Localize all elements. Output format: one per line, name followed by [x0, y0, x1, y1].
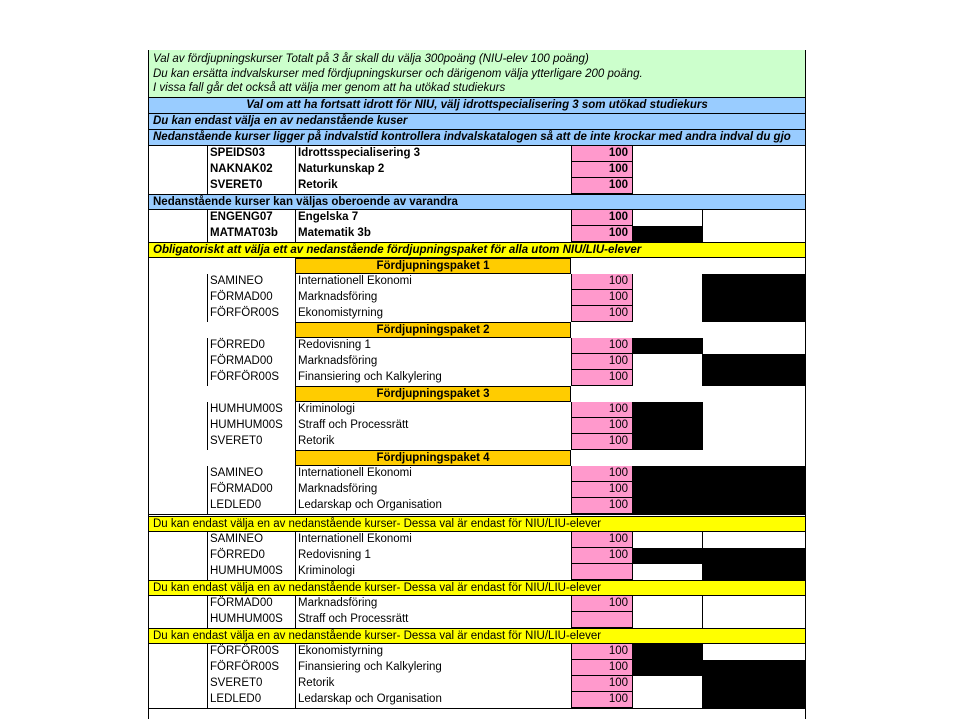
course-points[interactable]: 100	[571, 370, 633, 386]
package-header-row	[149, 322, 805, 338]
blocked-cell	[633, 660, 703, 676]
course-name: Idrottsspecialisering 3	[295, 146, 571, 162]
blocked-cell	[633, 402, 703, 418]
banner-indval: Nedanstående kurser ligger på indvalstid kontrollera indvalskatalogen så att de inte krockar med andra indval du gjo	[149, 130, 805, 146]
course-points[interactable]: 100	[571, 498, 633, 514]
intro-line-1: Val av fördjupningskurser Totalt på 3 år skall du välja 300poäng (NIU-elev 100 poäng)	[153, 53, 589, 65]
banner-independent: Nedanstående kurser kan väljas oberoende av varandra	[149, 194, 805, 210]
course-row[interactable]	[149, 402, 805, 418]
course-code: FÖRMAD00	[207, 482, 295, 498]
blocked-cell	[703, 306, 805, 322]
blank-cell	[703, 644, 805, 660]
course-points[interactable]: 100	[571, 434, 633, 450]
blocked-cell	[633, 482, 703, 498]
course-code: FÖRFÖR00S	[207, 370, 295, 386]
course-points[interactable]: 100	[571, 162, 633, 178]
course-row[interactable]	[149, 548, 805, 564]
course-points[interactable]	[571, 612, 633, 628]
blank-cell	[633, 612, 703, 628]
course-row[interactable]	[149, 676, 805, 692]
course-code: SAMINEO	[207, 466, 295, 482]
course-points[interactable]: 100	[571, 660, 633, 676]
intro-box	[149, 50, 805, 98]
blank-cell	[633, 274, 703, 290]
course-points[interactable]: 100	[571, 644, 633, 660]
course-name: Marknadsföring	[295, 596, 571, 612]
course-name: Matematik 3b	[295, 226, 571, 242]
blank-cell	[633, 306, 703, 322]
package-title: Fördjupningspaket 4	[295, 450, 571, 466]
course-name: Kriminologi	[295, 402, 571, 418]
course-code: SVERET0	[207, 178, 295, 194]
course-points[interactable]: 100	[571, 402, 633, 418]
course-row[interactable]	[149, 162, 805, 178]
course-code: ENGENG07	[207, 210, 295, 226]
blocked-cell	[703, 354, 805, 370]
course-name: Retorik	[295, 676, 571, 692]
course-code: FÖRFÖR00S	[207, 660, 295, 676]
course-points[interactable]: 100	[571, 466, 633, 482]
course-code: LEDLED0	[207, 498, 295, 514]
blocked-cell	[703, 498, 805, 514]
course-row[interactable]	[149, 274, 805, 290]
course-points[interactable]: 100	[571, 338, 633, 354]
banner-niu-only: Du kan endast välja en av nedanstående kurser- Dessa val är endast för NIU/LIU-elever	[149, 580, 805, 596]
course-row[interactable]	[149, 210, 805, 226]
course-name: Ekonomistyrning	[295, 644, 571, 660]
blocked-cell	[703, 274, 805, 290]
blocked-cell	[633, 338, 703, 354]
blank-cell	[703, 418, 805, 434]
course-code: FÖRMAD00	[207, 354, 295, 370]
blocked-cell	[703, 548, 805, 564]
course-points[interactable]: 100	[571, 418, 633, 434]
course-row[interactable]	[149, 612, 805, 628]
course-points[interactable]: 100	[571, 548, 633, 564]
course-row[interactable]	[149, 226, 805, 242]
blocked-cell	[703, 482, 805, 498]
blocked-cell	[703, 564, 805, 580]
course-name: Ekonomistyrning	[295, 306, 571, 322]
course-row[interactable]	[149, 290, 805, 306]
course-code: FÖRMAD00	[207, 596, 295, 612]
course-code: SVERET0	[207, 676, 295, 692]
blocked-cell	[633, 434, 703, 450]
course-code: SVERET0	[207, 434, 295, 450]
course-name: Internationell Ekonomi	[295, 466, 571, 482]
banner-niu-idrott: Val om att ha fortsatt idrott för NIU, välj idrottspecialisering 3 som utökad studiekurs	[149, 98, 805, 114]
blocked-cell	[703, 290, 805, 306]
course-points[interactable]: 100	[571, 354, 633, 370]
course-name: Internationell Ekonomi	[295, 274, 571, 290]
course-name: Retorik	[295, 434, 571, 450]
intro-line-3: I vissa fall går det också att välja mer genom att ha utökad studiekurs	[153, 82, 506, 94]
course-name: Kriminologi	[295, 564, 571, 580]
blocked-cell	[703, 466, 805, 482]
blocked-cell	[633, 226, 703, 242]
sheet-footer-row	[149, 708, 805, 719]
course-points[interactable]: 100	[571, 274, 633, 290]
banner-mandatory: Obligatoriskt att välja ett av nedanstående fördjupningspaket för alla utom NIU/LIU-elever	[149, 242, 805, 258]
course-row[interactable]	[149, 644, 805, 660]
course-name: Finansiering och Kalkylering	[295, 660, 571, 676]
course-code: SAMINEO	[207, 532, 295, 548]
course-row[interactable]	[149, 564, 805, 580]
course-code: FÖRRED0	[207, 338, 295, 354]
course-code: NAKNAK02	[207, 162, 295, 178]
course-name: Marknadsföring	[295, 482, 571, 498]
course-name: Straff och Processrätt	[295, 418, 571, 434]
course-row[interactable]	[149, 596, 805, 612]
course-row[interactable]	[149, 692, 805, 708]
blank-cell	[633, 692, 703, 708]
course-points[interactable]: 100	[571, 210, 633, 226]
blocked-cell	[633, 498, 703, 514]
banner-one-of: Du kan endast välja en av nedanstående kuser	[149, 114, 805, 130]
blank-cell	[703, 434, 805, 450]
course-row[interactable]	[149, 178, 805, 194]
blank-cell	[633, 676, 703, 692]
blocked-cell	[703, 660, 805, 676]
blocked-cell	[703, 370, 805, 386]
course-points[interactable]: 100	[571, 532, 633, 548]
course-name: Marknadsföring	[295, 354, 571, 370]
course-name: Marknadsföring	[295, 290, 571, 306]
course-code: SPEIDS03	[207, 146, 295, 162]
course-row[interactable]	[149, 354, 805, 370]
blocked-cell	[703, 692, 805, 708]
course-name: Straff och Processrätt	[295, 612, 571, 628]
course-row[interactable]	[149, 482, 805, 498]
course-row[interactable]	[149, 498, 805, 514]
course-points[interactable]: 100	[571, 596, 633, 612]
blank-cell	[633, 210, 703, 226]
course-code: HUMHUM00S	[207, 564, 295, 580]
course-row[interactable]	[149, 418, 805, 434]
course-points[interactable]: 100	[571, 692, 633, 708]
course-code: HUMHUM00S	[207, 402, 295, 418]
course-points[interactable]	[571, 564, 633, 580]
course-row[interactable]	[149, 146, 805, 162]
course-code: FÖRRED0	[207, 548, 295, 564]
course-points[interactable]: 100	[571, 482, 633, 498]
course-row[interactable]	[149, 660, 805, 676]
blank-cell	[703, 338, 805, 354]
course-name: Naturkunskap 2	[295, 162, 571, 178]
blocked-cell	[633, 418, 703, 434]
course-name: Redovisning 1	[295, 548, 571, 564]
course-name: Redovisning 1	[295, 338, 571, 354]
blank-cell	[633, 564, 703, 580]
course-points[interactable]: 100	[571, 676, 633, 692]
blocked-cell	[633, 548, 703, 564]
blocked-cell	[703, 676, 805, 692]
course-code: HUMHUM00S	[207, 612, 295, 628]
blank-cell	[633, 532, 703, 548]
intro-line-2: Du kan ersätta indvalskurser med fördjupningskurser och därigenom välja ytterligare 200 poäng.	[153, 68, 643, 80]
package-title: Fördjupningspaket 3	[295, 386, 571, 402]
banner-niu-only: Du kan endast välja en av nedanstående kurser- Dessa val är endast för NIU/LIU-elever	[149, 628, 805, 644]
course-points[interactable]: 100	[571, 306, 633, 322]
package-title: Fördjupningspaket 2	[295, 322, 571, 338]
course-points[interactable]: 100	[571, 226, 633, 242]
course-name: Retorik	[295, 178, 571, 194]
blank-cell	[633, 290, 703, 306]
course-points[interactable]: 100	[571, 290, 633, 306]
course-row[interactable]	[149, 434, 805, 450]
package-title: Fördjupningspaket 1	[295, 258, 571, 274]
course-code: HUMHUM00S	[207, 418, 295, 434]
course-points[interactable]: 100	[571, 146, 633, 162]
course-selection-sheet	[148, 50, 806, 719]
blocked-cell	[633, 644, 703, 660]
course-code: FÖRFÖR00S	[207, 644, 295, 660]
course-row[interactable]	[149, 532, 805, 548]
course-code: FÖRFÖR00S	[207, 306, 295, 322]
course-row[interactable]	[149, 338, 805, 354]
blank-cell	[633, 596, 703, 612]
blank-cell	[633, 370, 703, 386]
banner-niu-only: Du kan endast välja en av nedanstående kurser- Dessa val är endast för NIU/LIU-elever	[149, 516, 805, 532]
course-name: Ledarskap och Organisation	[295, 692, 571, 708]
course-points[interactable]: 100	[571, 178, 633, 194]
blocked-cell	[633, 466, 703, 482]
course-code: SAMINEO	[207, 274, 295, 290]
course-name: Ledarskap och Organisation	[295, 498, 571, 514]
blank-cell	[703, 402, 805, 418]
course-code: MATMAT03b	[207, 226, 295, 242]
course-row[interactable]	[149, 370, 805, 386]
course-row[interactable]	[149, 466, 805, 482]
course-name: Engelska 7	[295, 210, 571, 226]
course-name: Finansiering och Kalkylering	[295, 370, 571, 386]
course-code: LEDLED0	[207, 692, 295, 708]
package-header-row	[149, 386, 805, 402]
package-header-row	[149, 258, 805, 274]
course-name: Internationell Ekonomi	[295, 532, 571, 548]
course-row[interactable]	[149, 306, 805, 322]
package-header-row	[149, 450, 805, 466]
course-code: FÖRMAD00	[207, 290, 295, 306]
blank-cell	[633, 354, 703, 370]
